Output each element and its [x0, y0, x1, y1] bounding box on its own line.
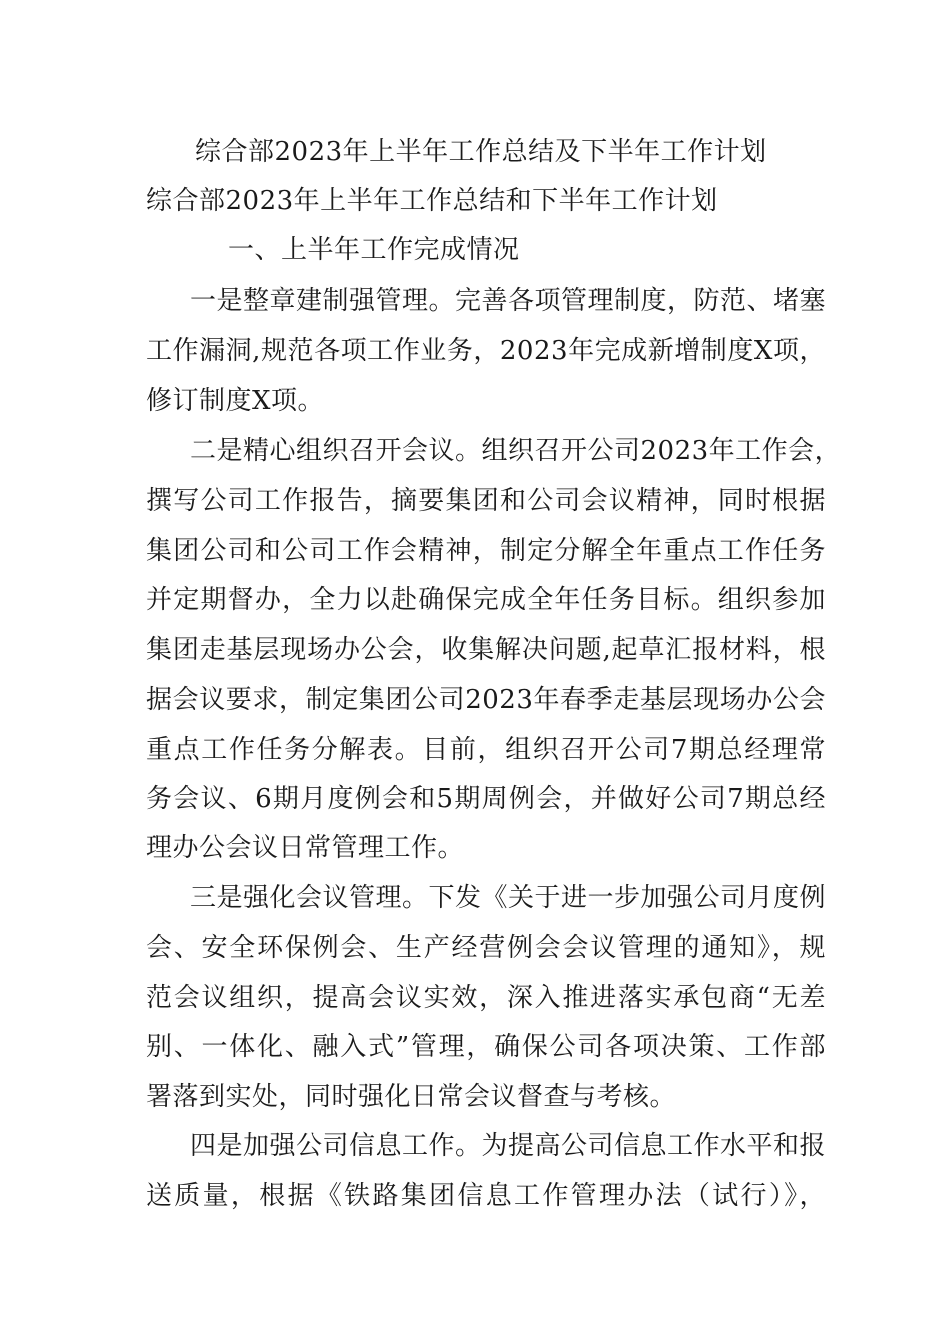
paragraph-2-line-7: 重点工作任务分解表。目前，组织召开公司7期总经理常: [146, 735, 826, 765]
paragraph-2-line-1: 二是精心组织召开会议。组织召开公司2023年工作会，: [190, 436, 842, 466]
paragraph-3-line-1: 三是强化会议管理。下发《关于进一步加强公司月度例: [190, 883, 827, 913]
document-subtitle: 综合部2023年上半年工作总结和下半年工作计划: [146, 186, 718, 216]
paragraph-3-line-4: 别、一体化、融入式”管理，确保公司各项决策、工作部: [146, 1032, 826, 1062]
paragraph-3-line-2: 会、安全环保例会、生产经营例会会议管理的通知》，规: [146, 933, 826, 963]
section-heading: 一、上半年工作完成情况: [228, 235, 520, 265]
paragraph-2-line-6: 据会议要求，制定集团公司2023年春季走基层现场办公会: [146, 685, 826, 715]
paragraph-3-line-5: 署落到实处，同时强化日常会议督查与考核。: [146, 1082, 677, 1112]
paragraph-4-line-2: 送质量，根据《铁路集团信息工作管理办法（试行）》，: [146, 1181, 826, 1211]
paragraph-2-line-2: 撰写公司工作报告，摘要集团和公司会议精神，同时根据: [146, 486, 826, 516]
paragraph-4-line-1: 四是加强公司信息工作。为提高公司信息工作水平和报: [190, 1131, 827, 1161]
paragraph-2-line-8: 务会议、6期月度例会和5期周例会，并做好公司7期总经: [146, 784, 826, 814]
paragraph-1-line-2: 工作漏洞,规范各项工作业务，2023年完成新增制度X项，: [146, 336, 826, 366]
paragraph-2-line-4: 并定期督办，全力以赴确保完成全年任务目标。组织参加: [146, 585, 826, 615]
paragraph-3-line-3: 范会议组织，提高会议实效，深入推进落实承包商“无差: [146, 983, 826, 1013]
paragraph-2-line-3: 集团公司和公司工作会精神，制定分解全年重点工作任务: [146, 536, 826, 566]
paragraph-1-line-1: 一是整章建制强管理。完善各项管理制度，防范、堵塞: [190, 286, 827, 316]
paragraph-1-line-3: 修订制度X项。: [146, 386, 325, 416]
paragraph-2-line-5: 集团走基层现场办公会，收集解决问题,起草汇报材料，根: [146, 635, 826, 665]
document-title: 综合部2023年上半年工作总结及下半年工作计划: [195, 137, 767, 167]
paragraph-2-line-9: 理办公会议日常管理工作。: [146, 833, 465, 863]
